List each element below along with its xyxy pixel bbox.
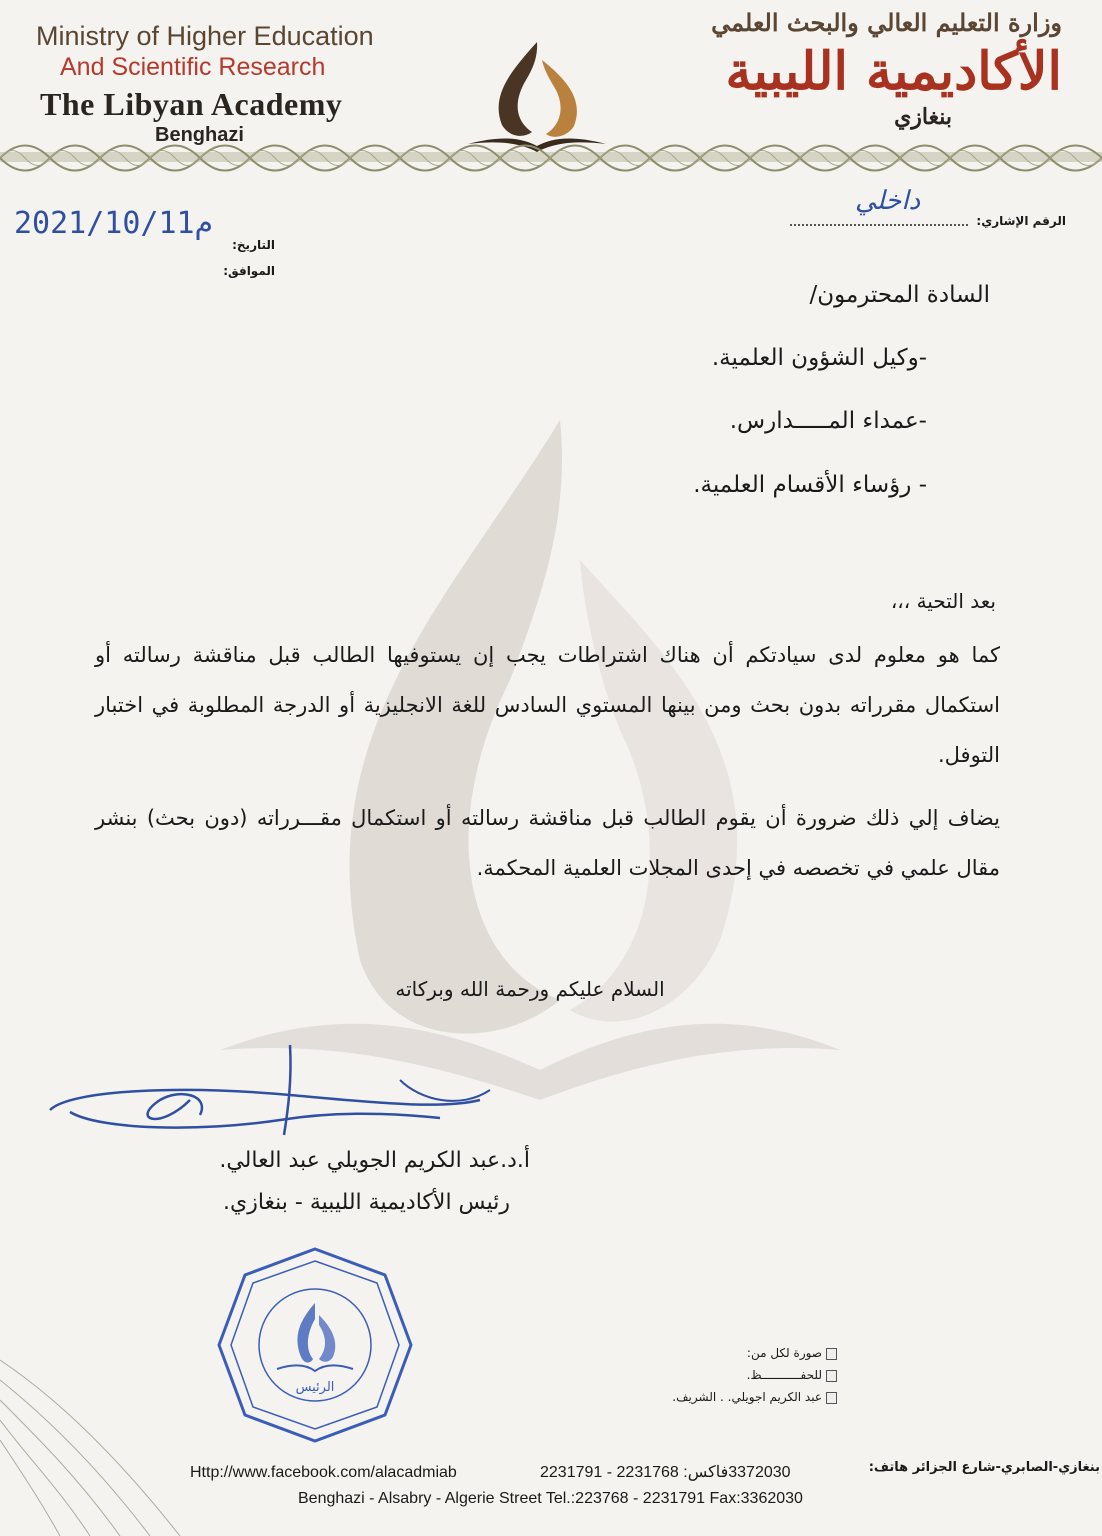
date-label: التاريخ: <box>232 238 275 252</box>
academy-name-ar: الأكاديمية الليبية <box>725 41 1062 102</box>
city-name-ar: بنغازي <box>894 104 952 130</box>
ministry-name-en-line1: Ministry of Higher Education <box>36 21 374 51</box>
footer-address-en: Benghazi - Alsabry - Algerie Street Tel.:223768 - 2231791 Fax:3362030 <box>298 1490 803 1507</box>
copy-checkbox-icon <box>826 1392 837 1404</box>
copies-item <box>747 1368 837 1382</box>
footer-address-ar: بنغازي-الصابري-شارع الجزائر هاتف: <box>868 1460 1100 1475</box>
handwritten-signature <box>40 1040 500 1140</box>
date-labels <box>215 232 275 284</box>
academy-name-en: The Libyan Academy <box>40 86 343 122</box>
reference-number-label: الرقم الإشاري: <box>976 214 1066 228</box>
ministry-name-ar: وزارة التعليم العالي والبحث العلمي <box>711 8 1062 37</box>
stamp-center-text: الرئيس <box>295 1380 335 1395</box>
body-paragraph-2: يضاف إلي ذلك ضرورة أن يقوم الطالب قبل مناقشة رسالته أو استكمال مقـــرراته (دون بحث) بنشر مقال علمي في تخصصه في إحدى المجلات العلمية المحكمة. <box>95 806 1000 880</box>
greeting: بعد التحية ،،، <box>890 589 996 613</box>
footer-phones-ar: 3372030فاكس: 2231768 - 2231791 <box>540 1464 791 1481</box>
copies-item-text: عبد الكريم اجويلي. . الشريف. <box>672 1390 822 1404</box>
ministry-name-en-line2: And Scientific Research <box>60 53 326 81</box>
copies-heading-text: صورة لكل من: <box>746 1346 822 1360</box>
footer-website: Http://www.facebook.com/alacadmiab <box>190 1464 457 1481</box>
copy-checkbox-icon <box>826 1348 837 1360</box>
signatory-title: رئيس الأكاديمية الليبية - بنغازي. <box>223 1190 510 1215</box>
copies-item-text: للحفـــــــــــظ. <box>746 1368 822 1382</box>
recipient-item: -عمداء المـــــدارس. <box>729 408 927 434</box>
official-stamp <box>215 1245 415 1445</box>
body-paragraph-1: كما هو معلوم لدى سيادتكم أن هناك اشتراطات يجب إن يستوفيها الطالب قبل مناقشة رسالته أو استكمال مقرراته بدون بحث ومن بينها المستوي السادس للغة الانجليزية أو الدرجة المطلوبة في اختبار التوفل. <box>95 643 1000 767</box>
closing-line: السلام عليكم ورحمة الله وبركاته <box>395 977 665 1001</box>
date-value: 2021/10/11م <box>14 206 213 241</box>
copy-checkbox-icon <box>826 1370 837 1382</box>
hijri-date-label: الموافق: <box>223 264 275 278</box>
salutation: السادة المحترمون/ <box>809 282 990 308</box>
signatory-name: أ.د.عبد الكريم الجويلي عبد العالي. <box>219 1148 530 1173</box>
city-name-en: Benghazi <box>155 124 244 146</box>
copies-heading <box>747 1346 837 1360</box>
footer-ornament <box>0 1340 200 1536</box>
recipient-item: - رؤساء الأقسام العلمية. <box>693 472 927 498</box>
reference-number-value: داخلي <box>855 186 921 216</box>
reference-dotted-line <box>790 224 968 226</box>
recipient-item: -وكيل الشؤون العلمية. <box>711 345 927 371</box>
letterhead-arabic <box>622 6 1062 146</box>
copies-item <box>672 1390 837 1404</box>
letterhead-ornament-band <box>0 128 1102 190</box>
